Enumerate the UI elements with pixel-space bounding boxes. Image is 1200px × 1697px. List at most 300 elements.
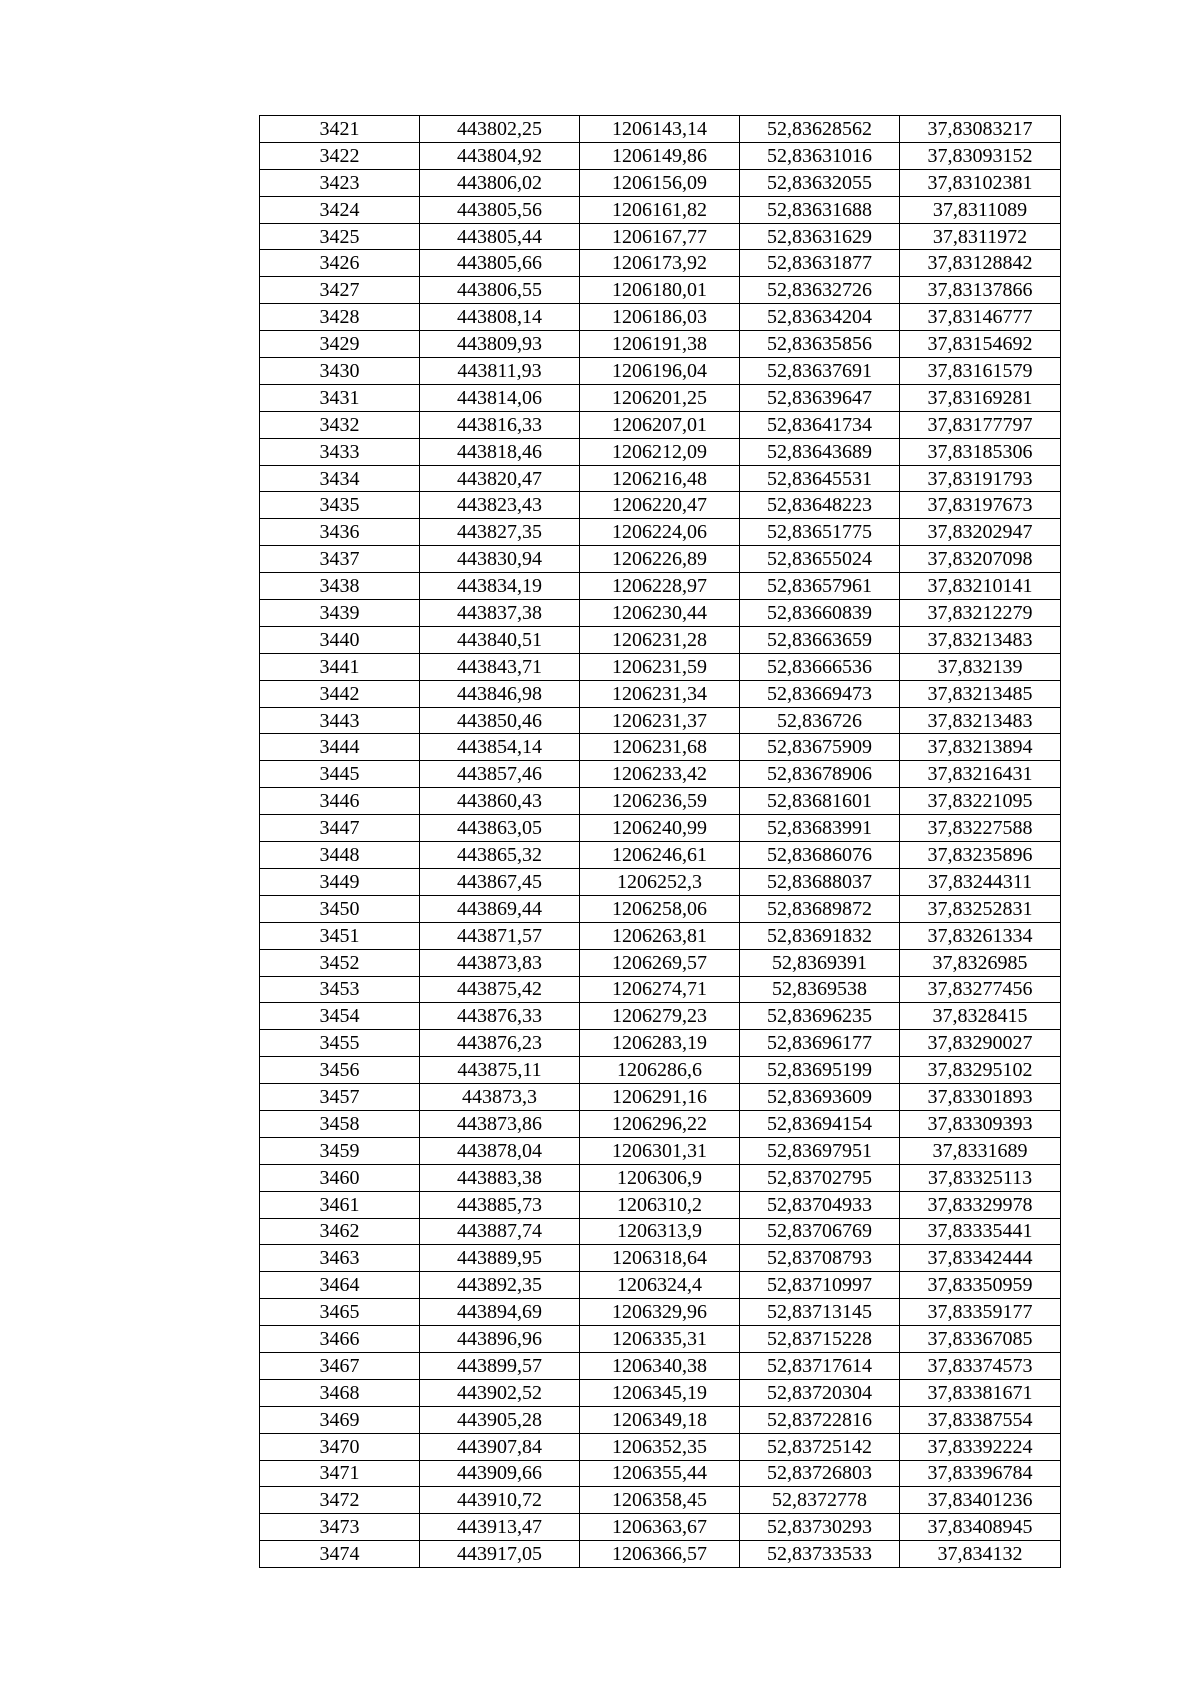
x-coordinate-cell: 443805,66 bbox=[420, 250, 580, 277]
table-row bbox=[260, 1110, 1061, 1137]
y-coordinate-cell: 1206246,61 bbox=[580, 842, 740, 869]
y-coordinate-cell: 1206274,71 bbox=[580, 976, 740, 1003]
latitude-cell: 52,83675909 bbox=[740, 734, 900, 761]
y-coordinate-cell: 1206230,44 bbox=[580, 600, 740, 627]
x-coordinate-cell: 443894,69 bbox=[420, 1299, 580, 1326]
point-number-cell: 3433 bbox=[260, 438, 420, 465]
latitude-cell: 52,83702795 bbox=[740, 1164, 900, 1191]
latitude-cell: 52,83686076 bbox=[740, 842, 900, 869]
table-row bbox=[260, 1326, 1061, 1353]
point-number-cell: 3445 bbox=[260, 761, 420, 788]
point-number-cell: 3424 bbox=[260, 196, 420, 223]
latitude-cell: 52,83631629 bbox=[740, 223, 900, 250]
point-number-cell: 3467 bbox=[260, 1352, 420, 1379]
latitude-cell: 52,83688037 bbox=[740, 868, 900, 895]
x-coordinate-cell: 443806,02 bbox=[420, 169, 580, 196]
table-row bbox=[260, 1433, 1061, 1460]
table-row bbox=[260, 1352, 1061, 1379]
point-number-cell: 3423 bbox=[260, 169, 420, 196]
point-number-cell: 3451 bbox=[260, 922, 420, 949]
y-coordinate-cell: 1206191,38 bbox=[580, 331, 740, 358]
point-number-cell: 3461 bbox=[260, 1191, 420, 1218]
point-number-cell: 3470 bbox=[260, 1433, 420, 1460]
y-coordinate-cell: 1206269,57 bbox=[580, 949, 740, 976]
y-coordinate-cell: 1206263,81 bbox=[580, 922, 740, 949]
point-number-cell: 3457 bbox=[260, 1084, 420, 1111]
y-coordinate-cell: 1206296,22 bbox=[580, 1110, 740, 1137]
latitude-cell: 52,83696235 bbox=[740, 1003, 900, 1030]
longitude-cell: 37,83387554 bbox=[900, 1406, 1061, 1433]
longitude-cell: 37,83213894 bbox=[900, 734, 1061, 761]
longitude-cell: 37,83325113 bbox=[900, 1164, 1061, 1191]
y-coordinate-cell: 1206207,01 bbox=[580, 411, 740, 438]
latitude-cell: 52,83695199 bbox=[740, 1057, 900, 1084]
point-number-cell: 3432 bbox=[260, 411, 420, 438]
table-row bbox=[260, 573, 1061, 600]
longitude-cell: 37,83221095 bbox=[900, 788, 1061, 815]
table-row bbox=[260, 1406, 1061, 1433]
point-number-cell: 3438 bbox=[260, 573, 420, 600]
x-coordinate-cell: 443805,56 bbox=[420, 196, 580, 223]
x-coordinate-cell: 443854,14 bbox=[420, 734, 580, 761]
longitude-cell: 37,83212279 bbox=[900, 600, 1061, 627]
y-coordinate-cell: 1206318,64 bbox=[580, 1245, 740, 1272]
table-row bbox=[260, 1379, 1061, 1406]
x-coordinate-cell: 443871,57 bbox=[420, 922, 580, 949]
latitude-cell: 52,83666536 bbox=[740, 653, 900, 680]
point-number-cell: 3452 bbox=[260, 949, 420, 976]
point-number-cell: 3431 bbox=[260, 384, 420, 411]
table-row bbox=[260, 1084, 1061, 1111]
x-coordinate-cell: 443873,86 bbox=[420, 1110, 580, 1137]
x-coordinate-cell: 443830,94 bbox=[420, 546, 580, 573]
y-coordinate-cell: 1206231,68 bbox=[580, 734, 740, 761]
latitude-cell: 52,83645531 bbox=[740, 465, 900, 492]
y-coordinate-cell: 1206240,99 bbox=[580, 815, 740, 842]
longitude-cell: 37,83213483 bbox=[900, 707, 1061, 734]
x-coordinate-cell: 443896,96 bbox=[420, 1326, 580, 1353]
longitude-cell: 37,83367085 bbox=[900, 1326, 1061, 1353]
point-number-cell: 3425 bbox=[260, 223, 420, 250]
latitude-cell: 52,83681601 bbox=[740, 788, 900, 815]
point-number-cell: 3453 bbox=[260, 976, 420, 1003]
latitude-cell: 52,83669473 bbox=[740, 680, 900, 707]
point-number-cell: 3426 bbox=[260, 250, 420, 277]
x-coordinate-cell: 443873,83 bbox=[420, 949, 580, 976]
x-coordinate-cell: 443913,47 bbox=[420, 1514, 580, 1541]
latitude-cell: 52,83631877 bbox=[740, 250, 900, 277]
longitude-cell: 37,83191793 bbox=[900, 465, 1061, 492]
y-coordinate-cell: 1206226,89 bbox=[580, 546, 740, 573]
longitude-cell: 37,832139 bbox=[900, 653, 1061, 680]
x-coordinate-cell: 443869,44 bbox=[420, 895, 580, 922]
x-coordinate-cell: 443876,33 bbox=[420, 1003, 580, 1030]
y-coordinate-cell: 1206283,19 bbox=[580, 1030, 740, 1057]
x-coordinate-cell: 443899,57 bbox=[420, 1352, 580, 1379]
point-number-cell: 3456 bbox=[260, 1057, 420, 1084]
latitude-cell: 52,83733533 bbox=[740, 1541, 900, 1568]
latitude-cell: 52,83691832 bbox=[740, 922, 900, 949]
latitude-cell: 52,83717614 bbox=[740, 1352, 900, 1379]
x-coordinate-cell: 443902,52 bbox=[420, 1379, 580, 1406]
latitude-cell: 52,83706769 bbox=[740, 1218, 900, 1245]
x-coordinate-cell: 443811,93 bbox=[420, 358, 580, 385]
point-number-cell: 3442 bbox=[260, 680, 420, 707]
table-row bbox=[260, 465, 1061, 492]
point-number-cell: 3434 bbox=[260, 465, 420, 492]
table-row bbox=[260, 1030, 1061, 1057]
latitude-cell: 52,83632726 bbox=[740, 277, 900, 304]
longitude-cell: 37,8311089 bbox=[900, 196, 1061, 223]
table-row bbox=[260, 1460, 1061, 1487]
table-row bbox=[260, 438, 1061, 465]
x-coordinate-cell: 443873,3 bbox=[420, 1084, 580, 1111]
longitude-cell: 37,83277456 bbox=[900, 976, 1061, 1003]
point-number-cell: 3422 bbox=[260, 142, 420, 169]
latitude-cell: 52,83632055 bbox=[740, 169, 900, 196]
x-coordinate-cell: 443909,66 bbox=[420, 1460, 580, 1487]
point-number-cell: 3448 bbox=[260, 842, 420, 869]
latitude-cell: 52,83660839 bbox=[740, 600, 900, 627]
y-coordinate-cell: 1206236,59 bbox=[580, 788, 740, 815]
point-number-cell: 3437 bbox=[260, 546, 420, 573]
y-coordinate-cell: 1206355,44 bbox=[580, 1460, 740, 1487]
point-number-cell: 3428 bbox=[260, 304, 420, 331]
point-number-cell: 3454 bbox=[260, 1003, 420, 1030]
longitude-cell: 37,83381671 bbox=[900, 1379, 1061, 1406]
latitude-cell: 52,83722816 bbox=[740, 1406, 900, 1433]
point-number-cell: 3460 bbox=[260, 1164, 420, 1191]
longitude-cell: 37,8326985 bbox=[900, 949, 1061, 976]
latitude-cell: 52,83683991 bbox=[740, 815, 900, 842]
x-coordinate-cell: 443843,71 bbox=[420, 653, 580, 680]
point-number-cell: 3471 bbox=[260, 1460, 420, 1487]
y-coordinate-cell: 1206224,06 bbox=[580, 519, 740, 546]
table-row bbox=[260, 384, 1061, 411]
table-row bbox=[260, 304, 1061, 331]
point-number-cell: 3459 bbox=[260, 1137, 420, 1164]
point-number-cell: 3439 bbox=[260, 600, 420, 627]
latitude-cell: 52,83697951 bbox=[740, 1137, 900, 1164]
table-row bbox=[260, 331, 1061, 358]
longitude-cell: 37,83207098 bbox=[900, 546, 1061, 573]
latitude-cell: 52,83694154 bbox=[740, 1110, 900, 1137]
table-row bbox=[260, 1245, 1061, 1272]
longitude-cell: 37,83295102 bbox=[900, 1057, 1061, 1084]
table-row bbox=[260, 680, 1061, 707]
table-row bbox=[260, 868, 1061, 895]
longitude-cell: 37,83102381 bbox=[900, 169, 1061, 196]
table-row bbox=[260, 1191, 1061, 1218]
latitude-cell: 52,836726 bbox=[740, 707, 900, 734]
longitude-cell: 37,83137866 bbox=[900, 277, 1061, 304]
point-number-cell: 3430 bbox=[260, 358, 420, 385]
latitude-cell: 52,83726803 bbox=[740, 1460, 900, 1487]
longitude-cell: 37,83342444 bbox=[900, 1245, 1061, 1272]
table-row bbox=[260, 277, 1061, 304]
table-row bbox=[260, 492, 1061, 519]
x-coordinate-cell: 443910,72 bbox=[420, 1487, 580, 1514]
point-number-cell: 3464 bbox=[260, 1272, 420, 1299]
table-row bbox=[260, 1541, 1061, 1568]
table-row bbox=[260, 707, 1061, 734]
longitude-cell: 37,83374573 bbox=[900, 1352, 1061, 1379]
point-number-cell: 3463 bbox=[260, 1245, 420, 1272]
latitude-cell: 52,83710997 bbox=[740, 1272, 900, 1299]
y-coordinate-cell: 1206231,37 bbox=[580, 707, 740, 734]
y-coordinate-cell: 1206313,9 bbox=[580, 1218, 740, 1245]
y-coordinate-cell: 1206258,06 bbox=[580, 895, 740, 922]
table-row bbox=[260, 895, 1061, 922]
table-row bbox=[260, 976, 1061, 1003]
x-coordinate-cell: 443883,38 bbox=[420, 1164, 580, 1191]
y-coordinate-cell: 1206231,59 bbox=[580, 653, 740, 680]
latitude-cell: 52,83648223 bbox=[740, 492, 900, 519]
longitude-cell: 37,83083217 bbox=[900, 116, 1061, 143]
y-coordinate-cell: 1206340,38 bbox=[580, 1352, 740, 1379]
longitude-cell: 37,83128842 bbox=[900, 250, 1061, 277]
table-row bbox=[260, 1218, 1061, 1245]
table-row bbox=[260, 1299, 1061, 1326]
x-coordinate-cell: 443818,46 bbox=[420, 438, 580, 465]
table-row bbox=[260, 116, 1061, 143]
latitude-cell: 52,83637691 bbox=[740, 358, 900, 385]
table-row bbox=[260, 196, 1061, 223]
x-coordinate-cell: 443837,38 bbox=[420, 600, 580, 627]
y-coordinate-cell: 1206349,18 bbox=[580, 1406, 740, 1433]
y-coordinate-cell: 1206149,86 bbox=[580, 142, 740, 169]
table-row bbox=[260, 1487, 1061, 1514]
table-row bbox=[260, 1164, 1061, 1191]
longitude-cell: 37,83252831 bbox=[900, 895, 1061, 922]
longitude-cell: 37,834132 bbox=[900, 1541, 1061, 1568]
x-coordinate-cell: 443846,98 bbox=[420, 680, 580, 707]
x-coordinate-cell: 443816,33 bbox=[420, 411, 580, 438]
table-row bbox=[260, 1137, 1061, 1164]
x-coordinate-cell: 443907,84 bbox=[420, 1433, 580, 1460]
y-coordinate-cell: 1206358,45 bbox=[580, 1487, 740, 1514]
longitude-cell: 37,83235896 bbox=[900, 842, 1061, 869]
latitude-cell: 52,83730293 bbox=[740, 1514, 900, 1541]
table-row bbox=[260, 1272, 1061, 1299]
table-row bbox=[260, 546, 1061, 573]
x-coordinate-cell: 443802,25 bbox=[420, 116, 580, 143]
latitude-cell: 52,83655024 bbox=[740, 546, 900, 573]
longitude-cell: 37,83213485 bbox=[900, 680, 1061, 707]
longitude-cell: 37,83169281 bbox=[900, 384, 1061, 411]
longitude-cell: 37,83202947 bbox=[900, 519, 1061, 546]
latitude-cell: 52,83693609 bbox=[740, 1084, 900, 1111]
y-coordinate-cell: 1206291,16 bbox=[580, 1084, 740, 1111]
latitude-cell: 52,83634204 bbox=[740, 304, 900, 331]
x-coordinate-cell: 443867,45 bbox=[420, 868, 580, 895]
longitude-cell: 37,83185306 bbox=[900, 438, 1061, 465]
latitude-cell: 52,83708793 bbox=[740, 1245, 900, 1272]
y-coordinate-cell: 1206231,28 bbox=[580, 626, 740, 653]
longitude-cell: 37,83261334 bbox=[900, 922, 1061, 949]
longitude-cell: 37,83301893 bbox=[900, 1084, 1061, 1111]
point-number-cell: 3449 bbox=[260, 868, 420, 895]
x-coordinate-cell: 443806,55 bbox=[420, 277, 580, 304]
table-row bbox=[260, 842, 1061, 869]
x-coordinate-cell: 443834,19 bbox=[420, 573, 580, 600]
coordinates-table bbox=[259, 115, 1061, 1568]
x-coordinate-cell: 443820,47 bbox=[420, 465, 580, 492]
y-coordinate-cell: 1206228,97 bbox=[580, 573, 740, 600]
point-number-cell: 3469 bbox=[260, 1406, 420, 1433]
latitude-cell: 52,83704933 bbox=[740, 1191, 900, 1218]
longitude-cell: 37,8331689 bbox=[900, 1137, 1061, 1164]
x-coordinate-cell: 443892,35 bbox=[420, 1272, 580, 1299]
y-coordinate-cell: 1206180,01 bbox=[580, 277, 740, 304]
longitude-cell: 37,83210141 bbox=[900, 573, 1061, 600]
longitude-cell: 37,83350959 bbox=[900, 1272, 1061, 1299]
x-coordinate-cell: 443814,06 bbox=[420, 384, 580, 411]
longitude-cell: 37,8328415 bbox=[900, 1003, 1061, 1030]
point-number-cell: 3462 bbox=[260, 1218, 420, 1245]
longitude-cell: 37,83197673 bbox=[900, 492, 1061, 519]
point-number-cell: 3468 bbox=[260, 1379, 420, 1406]
table-row bbox=[260, 922, 1061, 949]
longitude-cell: 37,83290027 bbox=[900, 1030, 1061, 1057]
point-number-cell: 3458 bbox=[260, 1110, 420, 1137]
longitude-cell: 37,83309393 bbox=[900, 1110, 1061, 1137]
longitude-cell: 37,83329978 bbox=[900, 1191, 1061, 1218]
table-row bbox=[260, 761, 1061, 788]
y-coordinate-cell: 1206233,42 bbox=[580, 761, 740, 788]
latitude-cell: 52,8372778 bbox=[740, 1487, 900, 1514]
latitude-cell: 52,83631688 bbox=[740, 196, 900, 223]
latitude-cell: 52,83641734 bbox=[740, 411, 900, 438]
table-row bbox=[260, 653, 1061, 680]
y-coordinate-cell: 1206366,57 bbox=[580, 1541, 740, 1568]
x-coordinate-cell: 443850,46 bbox=[420, 707, 580, 734]
point-number-cell: 3465 bbox=[260, 1299, 420, 1326]
longitude-cell: 37,83161579 bbox=[900, 358, 1061, 385]
latitude-cell: 52,8369391 bbox=[740, 949, 900, 976]
table-row bbox=[260, 626, 1061, 653]
y-coordinate-cell: 1206324,4 bbox=[580, 1272, 740, 1299]
table-row bbox=[260, 411, 1061, 438]
y-coordinate-cell: 1206329,96 bbox=[580, 1299, 740, 1326]
table-row bbox=[260, 815, 1061, 842]
point-number-cell: 3421 bbox=[260, 116, 420, 143]
point-number-cell: 3447 bbox=[260, 815, 420, 842]
latitude-cell: 52,83696177 bbox=[740, 1030, 900, 1057]
x-coordinate-cell: 443876,23 bbox=[420, 1030, 580, 1057]
point-number-cell: 3435 bbox=[260, 492, 420, 519]
point-number-cell: 3455 bbox=[260, 1030, 420, 1057]
table-row bbox=[260, 142, 1061, 169]
x-coordinate-cell: 443875,11 bbox=[420, 1057, 580, 1084]
x-coordinate-cell: 443865,32 bbox=[420, 842, 580, 869]
x-coordinate-cell: 443860,43 bbox=[420, 788, 580, 815]
point-number-cell: 3441 bbox=[260, 653, 420, 680]
longitude-cell: 37,8311972 bbox=[900, 223, 1061, 250]
table-row bbox=[260, 600, 1061, 627]
point-number-cell: 3472 bbox=[260, 1487, 420, 1514]
y-coordinate-cell: 1206279,23 bbox=[580, 1003, 740, 1030]
y-coordinate-cell: 1206173,92 bbox=[580, 250, 740, 277]
latitude-cell: 52,83639647 bbox=[740, 384, 900, 411]
x-coordinate-cell: 443905,28 bbox=[420, 1406, 580, 1433]
point-number-cell: 3473 bbox=[260, 1514, 420, 1541]
point-number-cell: 3450 bbox=[260, 895, 420, 922]
longitude-cell: 37,83335441 bbox=[900, 1218, 1061, 1245]
latitude-cell: 52,8369538 bbox=[740, 976, 900, 1003]
latitude-cell: 52,83635856 bbox=[740, 331, 900, 358]
latitude-cell: 52,83663659 bbox=[740, 626, 900, 653]
longitude-cell: 37,83154692 bbox=[900, 331, 1061, 358]
y-coordinate-cell: 1206156,09 bbox=[580, 169, 740, 196]
y-coordinate-cell: 1206345,19 bbox=[580, 1379, 740, 1406]
longitude-cell: 37,83146777 bbox=[900, 304, 1061, 331]
y-coordinate-cell: 1206252,3 bbox=[580, 868, 740, 895]
x-coordinate-cell: 443808,14 bbox=[420, 304, 580, 331]
y-coordinate-cell: 1206310,2 bbox=[580, 1191, 740, 1218]
longitude-cell: 37,83227588 bbox=[900, 815, 1061, 842]
longitude-cell: 37,83396784 bbox=[900, 1460, 1061, 1487]
point-number-cell: 3474 bbox=[260, 1541, 420, 1568]
latitude-cell: 52,83631016 bbox=[740, 142, 900, 169]
table-row bbox=[260, 169, 1061, 196]
longitude-cell: 37,83213483 bbox=[900, 626, 1061, 653]
y-coordinate-cell: 1206186,03 bbox=[580, 304, 740, 331]
table-row bbox=[260, 250, 1061, 277]
table-row bbox=[260, 734, 1061, 761]
y-coordinate-cell: 1206216,48 bbox=[580, 465, 740, 492]
x-coordinate-cell: 443823,43 bbox=[420, 492, 580, 519]
y-coordinate-cell: 1206352,35 bbox=[580, 1433, 740, 1460]
longitude-cell: 37,83401236 bbox=[900, 1487, 1061, 1514]
point-number-cell: 3443 bbox=[260, 707, 420, 734]
x-coordinate-cell: 443863,05 bbox=[420, 815, 580, 842]
latitude-cell: 52,83713145 bbox=[740, 1299, 900, 1326]
table-row bbox=[260, 358, 1061, 385]
latitude-cell: 52,83657961 bbox=[740, 573, 900, 600]
y-coordinate-cell: 1206286,6 bbox=[580, 1057, 740, 1084]
y-coordinate-cell: 1206335,31 bbox=[580, 1326, 740, 1353]
y-coordinate-cell: 1206212,09 bbox=[580, 438, 740, 465]
y-coordinate-cell: 1206143,14 bbox=[580, 116, 740, 143]
x-coordinate-cell: 443875,42 bbox=[420, 976, 580, 1003]
x-coordinate-cell: 443889,95 bbox=[420, 1245, 580, 1272]
x-coordinate-cell: 443917,05 bbox=[420, 1541, 580, 1568]
latitude-cell: 52,83643689 bbox=[740, 438, 900, 465]
longitude-cell: 37,83244311 bbox=[900, 868, 1061, 895]
latitude-cell: 52,83720304 bbox=[740, 1379, 900, 1406]
longitude-cell: 37,83093152 bbox=[900, 142, 1061, 169]
longitude-cell: 37,83359177 bbox=[900, 1299, 1061, 1326]
x-coordinate-cell: 443805,44 bbox=[420, 223, 580, 250]
x-coordinate-cell: 443804,92 bbox=[420, 142, 580, 169]
table-row bbox=[260, 1003, 1061, 1030]
y-coordinate-cell: 1206167,77 bbox=[580, 223, 740, 250]
table-row bbox=[260, 223, 1061, 250]
y-coordinate-cell: 1206201,25 bbox=[580, 384, 740, 411]
point-number-cell: 3444 bbox=[260, 734, 420, 761]
table-row bbox=[260, 519, 1061, 546]
longitude-cell: 37,83392224 bbox=[900, 1433, 1061, 1460]
longitude-cell: 37,83216431 bbox=[900, 761, 1061, 788]
point-number-cell: 3440 bbox=[260, 626, 420, 653]
longitude-cell: 37,83177797 bbox=[900, 411, 1061, 438]
x-coordinate-cell: 443857,46 bbox=[420, 761, 580, 788]
longitude-cell: 37,83408945 bbox=[900, 1514, 1061, 1541]
point-number-cell: 3427 bbox=[260, 277, 420, 304]
y-coordinate-cell: 1206220,47 bbox=[580, 492, 740, 519]
table-row bbox=[260, 788, 1061, 815]
